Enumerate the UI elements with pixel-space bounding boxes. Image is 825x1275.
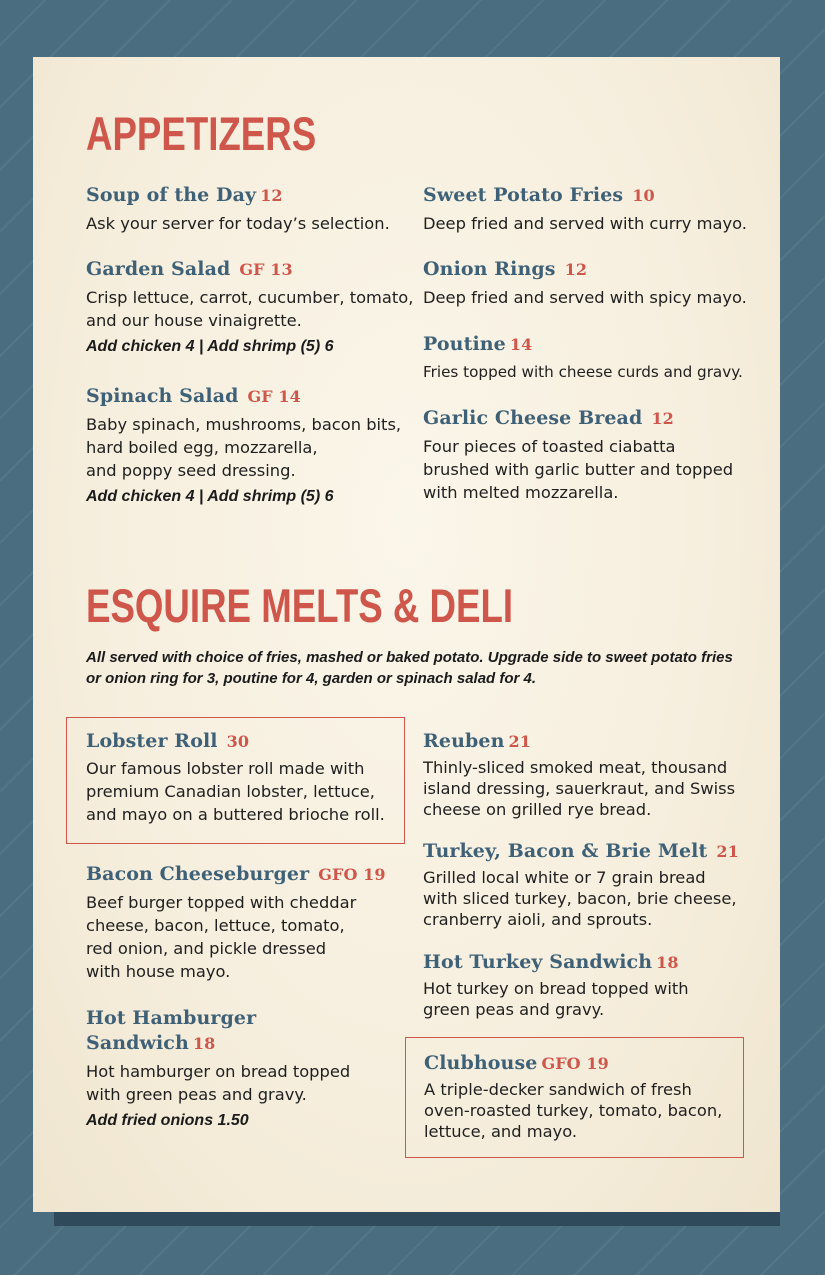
menu-item-soup — [86, 183, 416, 235]
item-name: Turkey, Bacon & Brie Melt — [423, 840, 708, 862]
item-price: 18 — [656, 953, 679, 972]
item-name: Lobster Roll — [86, 730, 218, 752]
item-price: GFO 19 — [318, 865, 386, 884]
appetizers-heading: APPETIZERS — [86, 107, 317, 160]
item-name: Bacon Cheeseburger — [86, 863, 310, 885]
item-name: Hot Turkey Sandwich — [423, 951, 653, 973]
item-description: Baby spinach, mushrooms, bacon bits, hard boiled egg, mozzarella, and poppy seed dressing. — [86, 415, 402, 480]
menu-item-garden-salad — [86, 257, 416, 356]
item-name: Poutine — [423, 333, 506, 355]
menu-item-onion-rings — [423, 257, 753, 309]
item-name: Hot Hamburger Sandwich — [86, 1007, 257, 1054]
item-price: 12 — [260, 186, 283, 205]
melts-heading: ESQUIRE MELTS & DELI — [86, 579, 514, 632]
item-description: A triple-decker sandwich of fresh oven-roasted turkey, tomato, bacon, lettuce, and mayo. — [424, 1080, 723, 1141]
menu-item-turkey-bacon-brie-melt — [423, 839, 753, 930]
item-name: Reuben — [423, 730, 505, 752]
item-price: 12 — [651, 409, 674, 428]
menu-item-hot-turkey-sandwich — [423, 950, 753, 1020]
item-description: Hot hamburger on bread topped with green peas and gravy. — [86, 1062, 351, 1104]
item-price: 10 — [632, 186, 655, 205]
item-name: Onion Rings — [423, 258, 556, 280]
menu-item-bacon-cheeseburger — [86, 862, 416, 983]
item-addon: Add fried onions 1.50 — [86, 1112, 249, 1129]
item-description: Thinly-sliced smoked meat, thousand island dressing, sauerkraut, and Swiss cheese on grilled rye bread. — [423, 758, 736, 819]
item-name: Spinach Salad — [86, 385, 239, 407]
item-name: Sweet Potato Fries — [423, 184, 624, 206]
item-price: 21 — [716, 842, 739, 861]
item-addon: Add chicken 4 | Add shrimp (5) 6 — [86, 488, 334, 505]
menu-item-reuben — [423, 729, 753, 820]
menu-item-lobster-roll — [66, 717, 405, 844]
item-description: Deep fried and served with curry mayo. — [423, 214, 747, 233]
item-price: 21 — [508, 732, 531, 751]
menu-item-clubhouse — [405, 1037, 744, 1158]
item-price: 12 — [564, 260, 588, 279]
item-name: Garlic Cheese Bread — [423, 407, 643, 429]
item-description: Our famous lobster roll made with premium Canadian lobster, lettuce, and mayo on a buttered brioche roll. — [86, 759, 385, 824]
item-description: Hot turkey on bread topped with green peas and gravy. — [423, 979, 689, 1019]
item-name: Garden Salad — [86, 258, 231, 280]
item-description: Grilled local white or 7 grain bread with sliced turkey, bacon, brie cheese, cranberry aioli, and sprouts. — [423, 868, 737, 929]
item-description: Beef burger topped with cheddar cheese, bacon, lettuce, tomato, red onion, and pickle dressed with house mayo. — [86, 893, 357, 981]
item-price: 30 — [226, 732, 250, 751]
item-description: Deep fried and served with spicy mayo. — [423, 288, 747, 307]
item-addon: Add chicken 4 | Add shrimp (5) 6 — [86, 338, 334, 355]
menu-item-spinach-salad — [86, 384, 416, 506]
item-price: 14 — [509, 335, 533, 354]
item-price: GF 14 — [247, 387, 301, 406]
menu-item-sweet-potato-fries — [423, 183, 753, 235]
item-description: Four pieces of toasted ciabatta brushed with garlic butter and topped with melted mozzarella. — [423, 437, 734, 502]
item-name: Clubhouse — [424, 1052, 538, 1074]
item-price: GF 13 — [239, 260, 293, 279]
item-name: Soup of the Day — [86, 184, 257, 206]
item-description: Fries topped with cheese curds and gravy. — [423, 363, 743, 381]
menu-item-hot-hamburger-sandwich — [86, 1006, 351, 1130]
menu-item-poutine — [423, 332, 753, 384]
sides-note: All served with choice of fries, mashed or baked potato. Upgrade side to sweet potato fries or onion ring for 3, poutine for 4, garden or spinach salad for 4. — [86, 649, 733, 687]
item-description: Ask your server for today’s selection. — [86, 214, 390, 233]
item-description: Crisp lettuce, carrot, cucumber, tomato, and our house vinaigrette. — [86, 288, 414, 330]
item-price: GFO 19 — [541, 1054, 609, 1073]
item-price: 18 — [192, 1034, 216, 1053]
menu-item-garlic-cheese-bread — [423, 406, 753, 504]
